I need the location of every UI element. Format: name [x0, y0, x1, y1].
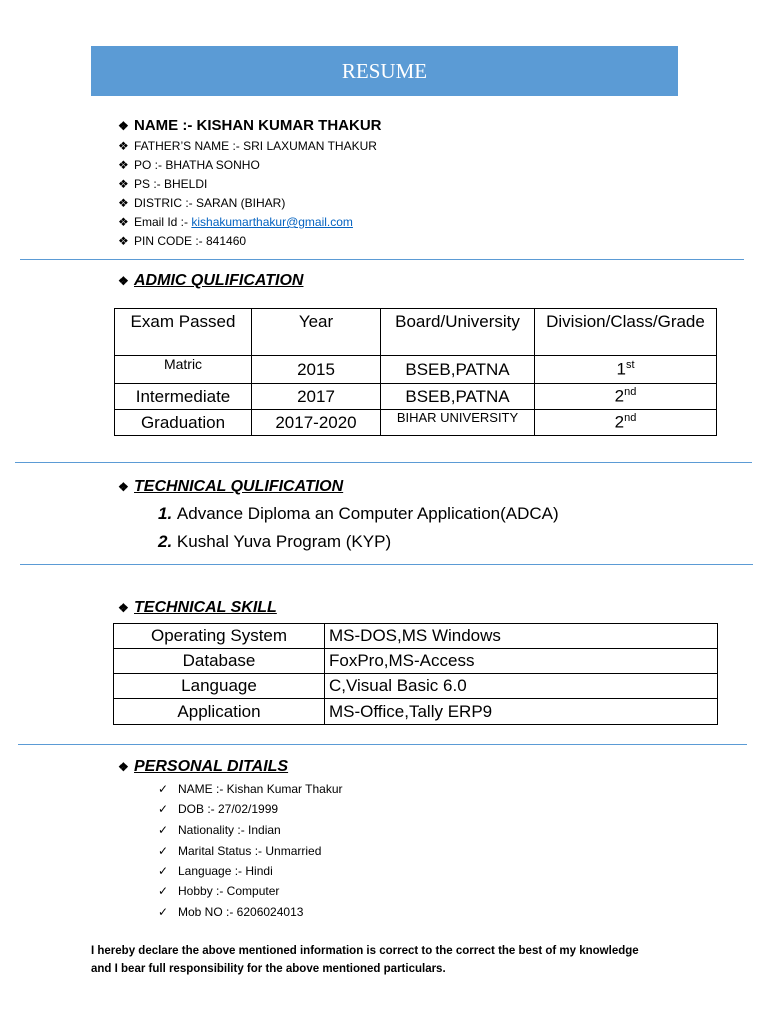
divider-line: [20, 259, 744, 260]
info-district: ❖ DISTRIC :- SARAN (BIHAR): [118, 196, 286, 210]
divider-line: [20, 564, 753, 565]
year-cell: 2015: [252, 356, 381, 384]
exam-cell: Matric: [115, 356, 252, 384]
skill-value-cell: MS-Office,Tally ERP9: [325, 699, 718, 725]
skills-table: [113, 623, 718, 725]
diamond-bullet-icon: ❖: [118, 119, 129, 133]
diamond-bullet-icon: ❖: [118, 196, 129, 210]
division-cell: 2nd: [535, 384, 717, 410]
table-row: [114, 624, 718, 649]
table-header-cell: Division/Class/Grade: [535, 309, 717, 356]
info-po: ❖ PO :- BHATHA SONHO: [118, 158, 260, 172]
diamond-bullet-icon: ❖: [118, 274, 129, 288]
skill-label-cell: Language: [114, 674, 325, 699]
info-ps: ❖ PS :- BHELDI: [118, 177, 208, 191]
checkmark-icon: ✓: [158, 844, 169, 858]
table-row: [114, 699, 718, 725]
diamond-bullet-icon: ❖: [118, 480, 129, 494]
diamond-bullet-icon: ❖: [118, 234, 129, 248]
checkmark-icon: ✓: [158, 864, 169, 878]
diamond-bullet-icon: ❖: [118, 177, 129, 191]
year-cell: 2017: [252, 384, 381, 410]
list-item: ✓ DOB :- 27/02/1999: [158, 802, 279, 816]
exam-cell: Intermediate: [115, 384, 252, 410]
year-cell: 2017-2020: [252, 410, 381, 436]
table-header-row: [115, 309, 717, 356]
table-header-cell: Exam Passed: [115, 309, 252, 356]
diamond-bullet-icon: ❖: [118, 139, 129, 153]
checkmark-icon: ✓: [158, 905, 169, 919]
table-row: [115, 356, 717, 384]
section-heading-technical-skill: ❖ TECHNICAL SKILL: [118, 599, 277, 616]
divider-line: [18, 744, 747, 745]
board-cell: BSEB,PATNA: [381, 356, 535, 384]
diamond-bullet-icon: ❖: [118, 760, 129, 774]
division-cell: 1st: [535, 356, 717, 384]
skill-label-cell: Operating System: [114, 624, 325, 649]
list-item: 2. Kushal Yuva Program (KYP): [158, 532, 392, 551]
table-row: [114, 674, 718, 699]
board-cell: BSEB,PATNA: [381, 384, 535, 410]
diamond-bullet-icon: ❖: [118, 158, 129, 172]
resume-title: RESUME: [341, 58, 428, 83]
checkmark-icon: ✓: [158, 823, 169, 837]
declaration-text: I hereby declare the above mentioned information is correct to the correct the best of my knowledge and I bear full responsibility for the above mentioned particulars.: [91, 945, 639, 975]
list-item: ✓ NAME :- Kishan Kumar Thakur: [158, 782, 343, 796]
table-row: [115, 410, 717, 436]
checkmark-icon: ✓: [158, 802, 169, 816]
exam-cell: Graduation: [115, 410, 252, 436]
info-name: ❖ NAME :- KISHAN KUMAR THAKUR: [118, 117, 382, 134]
skill-value-cell: FoxPro,MS-Access: [325, 649, 718, 674]
skill-label-cell: Application: [114, 699, 325, 725]
list-item: ✓ Hobby :- Computer: [158, 884, 280, 898]
list-item: 1. Advance Diploma an Computer Application(ADCA): [158, 504, 559, 523]
skill-value-cell: MS-DOS,MS Windows: [325, 624, 718, 649]
list-item: ✓ Mob NO :- 6206024013: [158, 905, 304, 919]
skill-value-cell: C,Visual Basic 6.0: [325, 674, 718, 699]
table-header-cell: Board/University: [381, 309, 535, 356]
section-heading-technical-qualification: ❖ TECHNICAL QULIFICATION: [118, 478, 344, 495]
info-email: ❖ Email Id :- kishakumarthakur@gmail.com: [118, 215, 353, 229]
list-item: ✓ Nationality :- Indian: [158, 823, 281, 837]
table-row: [115, 384, 717, 410]
academic-table: [114, 308, 717, 436]
table-header-cell: Year: [252, 309, 381, 356]
info-pin: ❖ PIN CODE :- 841460: [118, 234, 247, 248]
board-cell: BIHAR UNIVERSITY: [381, 410, 535, 436]
checkmark-icon: ✓: [158, 782, 169, 796]
table-row: [114, 649, 718, 674]
diamond-bullet-icon: ❖: [118, 215, 129, 229]
divider-line: [15, 462, 752, 463]
skill-label-cell: Database: [114, 649, 325, 674]
checkmark-icon: ✓: [158, 884, 169, 898]
section-heading-personal: ❖ PERSONAL DITAILS: [118, 758, 289, 775]
list-item: ✓ Language :- Hindi: [158, 864, 273, 878]
list-item: ✓ Marital Status :- Unmarried: [158, 844, 322, 858]
diamond-bullet-icon: ❖: [118, 601, 129, 615]
division-cell: 2nd: [535, 410, 717, 436]
info-father: ❖ FATHER’S NAME :- SRI LAXUMAN THAKUR: [118, 139, 377, 153]
section-heading-academic: ❖ ADMIC QULIFICATION: [118, 272, 304, 289]
resume-banner: [91, 46, 678, 96]
email-link[interactable]: kishakumarthakur@gmail.com: [191, 215, 353, 229]
